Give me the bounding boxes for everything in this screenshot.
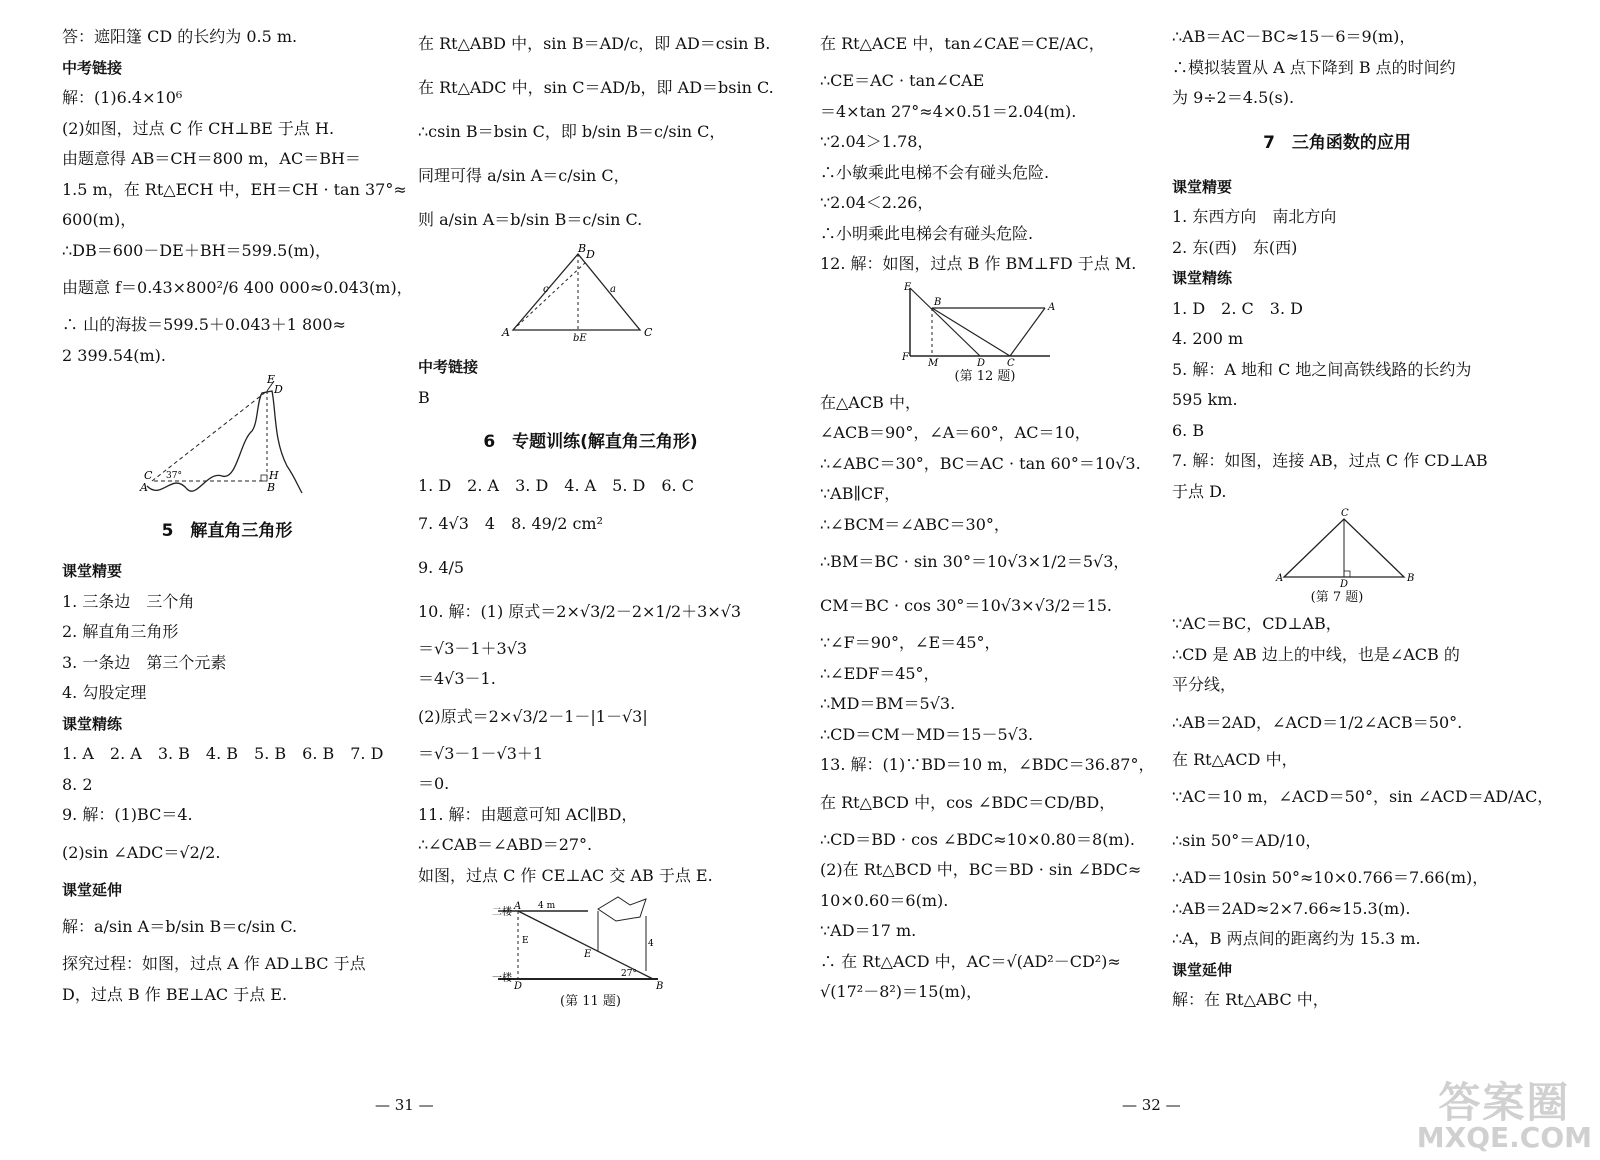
text-line: ∵2.04＞1.78， <box>820 132 934 151</box>
text-line: 在 Rt△ACD 中， <box>1172 749 1298 769</box>
formula-line: 由题意 f＝0.43×800²/6 400 000≈0.043(m)， <box>62 278 413 297</box>
formula-line: ∵AC＝10 m，∠ACD＝50°，sin ∠ACD＝AD/AC， <box>1172 787 1554 806</box>
text-line: ∴∠CAB＝∠ABD＝27°. <box>418 835 593 854</box>
section-heading: 课堂精练 <box>1172 269 1233 287</box>
text-line: ＝√3－1＋3√3 <box>418 638 528 658</box>
watermark-logo <box>1416 1078 1592 1154</box>
text-line: ＝4√3－1. <box>418 669 496 688</box>
svg-text:B: B <box>934 296 942 308</box>
formula-line: 在 Rt△ADC 中，sin C＝AD/b，即 AD＝bsin C. <box>418 78 774 97</box>
mountain-figure <box>62 371 392 506</box>
text-line: ∴小敏乘此电梯不会有碰头危险. <box>820 162 1050 182</box>
text-line: ∵AC＝BC，CD⊥AB， <box>1172 614 1342 633</box>
text-line: B <box>418 387 430 407</box>
text-line: ∴A，B 两点间的距离约为 15.3 m. <box>1172 929 1421 948</box>
svg-text:D: D <box>274 383 283 396</box>
text-line: ∴CE＝AC · tan∠CAE <box>820 71 985 90</box>
text-line: ∴CD＝CM－MD＝15－5√3. <box>820 724 1034 744</box>
text-line: ∴∠ABC＝30°，BC＝AC · tan 60°＝10√3. <box>820 453 1141 473</box>
formula-line: (2)原式＝2×√3/2－1－|1－√3| <box>418 706 648 726</box>
svg-text:C: C <box>644 326 653 339</box>
formula-line: 解：a/sin A＝b/sin B＝c/sin C. <box>62 917 298 936</box>
svg-text:D: D <box>1340 579 1349 587</box>
text-line: 9. 解：(1)BC＝4. <box>62 805 193 824</box>
svg-text:F: F <box>902 351 909 363</box>
svg-text:4 m: 4 m <box>538 901 556 911</box>
formula-line: (2)sin ∠ADC＝√2/2. <box>62 842 221 862</box>
column-4 <box>1172 22 1554 1016</box>
text-line: 2. 东(西) 东(西) <box>1172 237 1298 257</box>
text-line: ＝√3－1－√3＋1 <box>418 743 544 763</box>
column-3 <box>820 22 1155 1008</box>
figure-caption: (第 11 题) <box>560 994 621 1009</box>
svg-text:a: a <box>610 284 616 295</box>
text-line: ∠ACB＝90°，∠A＝60°，AC＝10， <box>820 423 1091 442</box>
svg-text:27°: 27° <box>621 969 637 979</box>
formula-line: 9. 4/5 <box>418 557 465 577</box>
text-line: 于点 D. <box>1172 481 1227 501</box>
svg-text:E: E <box>522 936 529 946</box>
section-heading: 课堂延伸 <box>1172 960 1233 979</box>
text-line: 2 399.54(m). <box>62 345 166 365</box>
section-title: 7 三角函数的应用 <box>1263 132 1411 153</box>
figure-7 <box>1172 507 1502 587</box>
text-line: ∵AB∥CF， <box>820 484 901 503</box>
section-title: 5 解直角三角形 <box>161 521 293 541</box>
text-line: ∴MD＝BM＝5√3. <box>820 694 956 713</box>
text-line: 12. 解：如图，过点 B 作 BM⊥FD 于点 M. <box>820 254 1137 273</box>
text-line: ∴小明乘此电梯会有碰头危险. <box>820 223 1034 243</box>
figure-caption: (第 12 题) <box>954 368 1016 384</box>
svg-text:B: B <box>1407 573 1415 584</box>
formula-line: ∴BM＝BC · sin 30°＝10√3×1/2＝5√3， <box>820 552 1130 571</box>
formula-line: 7. 4√3 4 8. 49/2 cm² <box>418 513 604 533</box>
text-line: 3. 一条边 第三个元素 <box>62 652 227 672</box>
text-line: ∴∠BCM＝∠ABC＝30°， <box>820 514 1010 534</box>
text-line: 1. A 2. A 3. B 4. B 5. B 6. B 7. D <box>62 744 384 763</box>
section-heading: 中考链接 <box>418 358 479 376</box>
text-line: ∴∠EDF＝45°， <box>820 663 940 683</box>
text-line: ∴DB＝600－DE＋BH＝599.5(m)， <box>62 240 331 260</box>
text-line: 10×0.60＝6(m). <box>820 890 949 910</box>
watermark-text: 答案圈 <box>1438 1078 1571 1127</box>
svg-text:D: D <box>514 981 523 991</box>
svg-text:D: D <box>586 248 595 261</box>
svg-text:A: A <box>1276 573 1284 584</box>
section-heading: 课堂延伸 <box>62 880 123 899</box>
svg-text:4: 4 <box>648 939 654 949</box>
svg-text:B: B <box>267 481 276 494</box>
svg-text:C: C <box>144 469 153 482</box>
formula-line: CM＝BC · cos 30°＝10√3×√3/2＝15. <box>820 596 1112 615</box>
svg-text:bE: bE <box>573 333 587 344</box>
text-line: 5. 解：A 地和 C 地之间高铁线路的长约为 <box>1172 359 1472 379</box>
text-line: (2)在 Rt△BCD 中，BC＝BD · sin ∠BDC≈ <box>820 860 1142 879</box>
svg-text:D: D <box>977 357 986 366</box>
text-line: ∵∠F＝90°，∠E＝45°， <box>820 633 1001 652</box>
text-line: 解：(1)6.4×10⁶ <box>62 88 183 107</box>
section-heading: 课堂精要 <box>62 562 123 580</box>
text-line: 探究过程：如图，过点 A 作 AD⊥BC 于点 <box>62 954 366 973</box>
text-line: 4. 200 m <box>1172 329 1244 348</box>
formula-line: ∴AB＝2AD，∠ACD＝1/2∠ACB＝50°. <box>1172 712 1463 732</box>
text-line: 2. 解直角三角形 <box>62 622 179 641</box>
svg-text:A: A <box>502 326 510 339</box>
text-line: 595 km. <box>1172 390 1238 409</box>
text-line: (2)如图，过点 C 作 CH⊥BE 于点 H. <box>62 118 335 138</box>
section-title: 6 专题训练(解直角三角形) <box>483 432 698 452</box>
svg-text:H: H <box>269 469 279 482</box>
formula-line: 在 Rt△ACE 中，tan∠CAE＝CE/AC， <box>820 34 1105 53</box>
text-line: 1. 三条边 三个角 <box>62 591 195 611</box>
text-line: ∴CD＝BD · cos ∠BDC≈10×0.80＝8(m). <box>820 829 1135 849</box>
svg-text:c: c <box>543 284 549 295</box>
text-line: ＝4×tan 27°≈4×0.51＝2.04(m). <box>820 101 1077 121</box>
formula-line: ∴sin 50°＝AD/10， <box>1172 831 1322 850</box>
text-line: 13. 解：(1)∵BD＝10 m，∠BDC＝36.87°， <box>820 755 1155 774</box>
text-line: 11. 解：由题意可知 AC∥BD， <box>418 804 638 824</box>
text-line: 600(m)， <box>62 210 137 229</box>
svg-text:B: B <box>656 981 664 991</box>
text-line: ∴AB＝2AD≈2×7.66≈15.3(m). <box>1172 898 1411 918</box>
text-line: ∴AD＝10sin 50°≈10×0.766＝7.66(m)， <box>1172 868 1489 887</box>
text-line: 由题意得 AB＝CH＝800 m，AC＝BH＝ <box>62 149 361 168</box>
text-line: 7. 解：如图，连接 AB，过点 C 作 CD⊥AB <box>1172 451 1488 470</box>
svg-text:E: E <box>267 373 276 386</box>
svg-text:C: C <box>1341 508 1349 519</box>
formula-line: 在 Rt△ABD 中，sin B＝AD/c，即 AD＝csin B. <box>418 34 771 53</box>
text-line: ∴AB＝AC－BC≈15－6＝9(m)， <box>1172 27 1416 46</box>
text-line: 8. 2 <box>62 774 93 794</box>
svg-text:B: B <box>578 242 587 255</box>
page-number-left: — 31 — <box>375 1096 434 1114</box>
formula-line: 则 a/sin A＝b/sin B＝c/sin C. <box>418 210 643 229</box>
text-line: √(17²－8²)＝15(m)， <box>820 982 983 1001</box>
svg-text:37°: 37° <box>166 471 182 481</box>
escalator-figure <box>418 891 763 991</box>
text-line: 如图，过点 C 作 CE⊥AC 交 AB 于点 E. <box>418 865 713 885</box>
text-line: ∴ 山的海拔＝599.5＋0.043＋1 800≈ <box>62 315 346 334</box>
figure-12 <box>820 280 1150 366</box>
formula-line: 在 Rt△BCD 中，cos ∠BDC＝CD/BD， <box>820 792 1116 812</box>
text-line: 1. D 2. A 3. D 4. A 5. D 6. C <box>418 476 694 495</box>
section-heading: 课堂精要 <box>1172 177 1233 196</box>
watermark-url: MXQE.COM <box>1416 1121 1592 1154</box>
svg-text:A: A <box>1048 301 1056 313</box>
column-2 <box>418 22 774 1013</box>
svg-text:C: C <box>1007 357 1015 366</box>
text-line: 1.5 m，在 Rt△ECH 中，EH＝CH · tan 37°≈ <box>62 179 407 199</box>
column-1 <box>62 22 413 1010</box>
svg-text:A: A <box>140 481 148 494</box>
text-line: ∵AD＝17 m. <box>820 921 917 940</box>
text-line: ∴ 在 Rt△ACD 中，AC＝√(AD²－CD²)≈ <box>820 951 1121 971</box>
text-line: 平分线， <box>1172 675 1237 694</box>
svg-text:E: E <box>584 949 592 960</box>
formula-line: 同理可得 a/sin A＝c/sin C， <box>418 166 630 185</box>
text-line: D，过点 B 作 BE⊥AC 于点 E. <box>62 984 288 1004</box>
text-line: ∴模拟装置从 A 点下降到 B 点的时间约 <box>1172 57 1456 77</box>
formula-line: 10. 解：(1) 原式＝2×√3/2－2×1/2＋3×√3 <box>418 601 742 621</box>
text-line: 4. 勾股定理 <box>62 683 147 702</box>
text-line: ∴CD 是 AB 边上的中线，也是∠ACB 的 <box>1172 644 1460 664</box>
text-line: 1. D 2. C 3. D <box>1172 298 1303 318</box>
text-line: 在△ACB 中， <box>820 392 921 412</box>
text-line: 6. B <box>1172 420 1205 440</box>
triangle-abc-figure <box>418 242 763 352</box>
text-line: 1. 东西方向 南北方向 <box>1172 207 1337 226</box>
svg-text:M: M <box>928 357 939 366</box>
figure-caption: (第 7 题) <box>1310 590 1364 605</box>
section-heading: 课堂精练 <box>62 714 123 733</box>
svg-text:二楼: 二楼 <box>492 907 512 918</box>
text-line: ∵2.04＜2.26， <box>820 193 934 212</box>
svg-text:E: E <box>904 281 912 293</box>
text-line: 解：在 Rt△ABC 中， <box>1172 990 1329 1009</box>
text-line: 为 9÷2＝4.5(s). <box>1172 88 1295 107</box>
text-line: ＝0. <box>418 774 450 793</box>
svg-text:一楼: 一楼 <box>492 973 512 984</box>
section-heading: 中考链接 <box>62 58 123 77</box>
text-line: 答：遮阳篷 CD 的长约为 0.5 m. <box>62 27 298 46</box>
page-number-right: — 32 — <box>1122 1096 1181 1114</box>
svg-text:A: A <box>514 901 522 912</box>
formula-line: ∴csin B＝bsin C，即 b/sin B＝c/sin C， <box>418 122 726 141</box>
